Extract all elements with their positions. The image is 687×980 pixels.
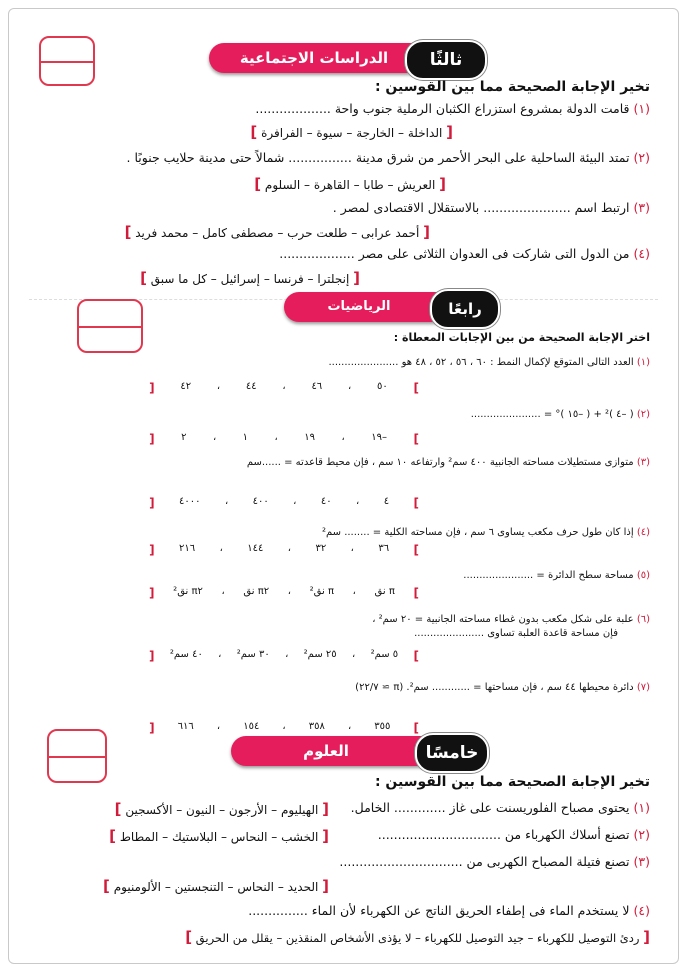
question-text: من الدول التى شاركت فى العدوان الثلاثى على مصر ................... [279,246,630,261]
question-text: ارتبط اسم ...................... بالاستقلال الاقتصادى لمصر . [332,200,630,215]
math-question-6: (٦) علبة على شكل مكعب بدون غطاء مساحته الجانبية = ٢٠ سم² ، [372,614,650,625]
science-options-3: [ الحديد – النحاس – التنجستين – الألومنيوم ] [103,877,329,895]
math-question-6-line2: فإن مساحة قاعدة العلبة تساوى ...................... [414,628,618,639]
science-question-3: (٣) تصنع فتيلة المصباح الكهربى من ............................... [339,854,650,869]
options-text: إنجلترا – فرنسا – إسرائيل – كل ما سبق [150,272,350,286]
math-question-1: (١) العدد التالى المتوقع لإكمال النمط : ٦٠ ، ٥٦ ، ٥٢ ، ٤٨ هو ...................... [328,357,650,368]
math-options-5: ] π نق ، π نق² ، π٢ نق ، π٢ نق² [ [149,586,419,600]
question-text: قامت الدولة بمشروع استزراع الكثبان الرملية جنوب واحة ................... [255,101,630,116]
banner-social-studies [209,43,479,73]
score-box-math [77,299,143,353]
science-question-1: (١) يحتوى مصباح الفلوريسنت على غاز ............. الخامل. [350,800,650,815]
question-text: تصنع فتيلة المصباح الكهربى من ............................... [339,854,630,869]
science-question-2: (٢) تصنع أسلاك الكهرباء من ............................... [377,827,650,842]
options-text: العريش – طابا – القاهرة – السلوم [264,178,436,192]
instruction-social: تخير الإجابة الصحيحة مما بين القوسين : [374,79,650,95]
math-question-5: (٥) مساحة سطح الدائرة = ...................... [463,570,650,581]
math-options-3: ] ٤ ، ٤٠ ، ٤٠٠ ، ٤٠٠٠ [ [149,496,419,510]
question-number: (١) [633,101,650,116]
score-box-science [47,729,107,783]
science-question-4: (٤) لا يستخدم الماء فى إطفاء الحريق الناتج عن الكهرباء لأن الماء ............... [248,903,650,918]
question-text: تمتد البيئة الساحلية على البحر الأحمر من شرق مدينة ................ شمالاً حتى مدينة حلايب جنوبًا . [126,150,630,165]
options-text: الداخلة – الخارجة – سيوة – الفرافرة [261,126,443,140]
math-options-7: ] ٣٥٥ ، ٣٥٨ ، ١٥٤ ، ٦١٦ [ [149,721,419,735]
section-title: الرياضيات [284,292,494,322]
question-text: علبة على شكل مكعب بدون غطاء مساحته الجانبية = ٢٠ سم² ، [372,614,634,625]
question-text: يحتوى مصباح الفلوريسنت على غاز ............. الخامل. [350,800,630,815]
instruction-science: تخير الإجابة الصحيحة مما بين القوسين : [374,774,650,790]
question-text: ( –٤ )² + ( –١٥ )° = ...................... [470,409,634,420]
math-question-2: (٢) ( –٤ )² + ( –١٥ )° = ...................... [470,409,650,420]
question-3-2 [40,150,650,165]
science-options-4: [ ردئ التوصيل للكهرباء – جيد التوصيل للكهرباء – لا يؤذى الأشخاص المنقذين – يقلل من الحريق ] [185,928,650,946]
banner-math [284,292,494,322]
question-3-1 [40,101,650,116]
math-question-7: (٧) دائرة محيطها ٤٤ سم ، فإن مساحتها = ............ سم². (π ≃ ٢٢/٧) [355,682,650,693]
math-options-2: ] –١٩ ، ١٩ ، ١ ، ٢ [ [149,432,419,446]
question-number: (٣) [633,200,650,215]
question-text: مساحة سطح الدائرة = ...................... [463,570,634,581]
section-tag: ثالثًا [405,40,487,80]
section-title: العلوم [231,736,481,766]
score-box-social [39,36,95,86]
question-number: (٢) [633,150,650,165]
question-text: دائرة محيطها ٤٤ سم ، فإن مساحتها = ............ سم². (π ≃ ٢٢/٧) [355,682,634,693]
banner-science [231,736,481,766]
options-3-2: [ العريش – طابا – القاهرة – السلوم ] [254,175,446,193]
section-tag: خامسًا [415,733,489,773]
question-text: تصنع أسلاك الكهرباء من ............................... [377,827,630,842]
science-options-1: [ الهيليوم – الأرجون – النيون – الأكسجين ] [114,800,329,818]
section-title: الدراسات الاجتماعية [209,43,479,73]
worksheet-page [8,8,679,964]
section-tag: رابعًا [430,289,500,329]
question-number: (٤) [633,246,650,261]
options-3-3: [ أحمد عرابى – طلعت حرب – مصطفى كامل – محمد فريد ] [124,223,430,241]
instruction-math: اختر الإجابة الصحيحة من بين الإجابات المعطاة : [393,331,650,344]
math-options-1: ] ٥٠ ، ٤٦ ، ٤٤ ، ٤٢ [ [149,381,419,395]
math-question-4: (٤) إذا كان طول حرف مكعب يساوى ٦ سم ، فإن مساحته الكلية = ........ سم² [321,527,650,538]
options-3-4: [ إنجلترا – فرنسا – إسرائيل – كل ما سبق ] [140,269,360,287]
options-3-1: [ الداخلة – الخارجة – سيوة – الفرافرة ] [250,123,453,141]
math-question-3: (٣) متوازى مستطيلات مساحته الجانبية ٤٠٠ سم² وارتفاعه ١٠ سم ، فإن محيط قاعدته = ......سم [246,457,650,468]
science-options-2: [ الخشب – النحاس – البلاستيك – المطاط ] [109,827,329,845]
question-3-4 [40,246,650,261]
question-text: العدد التالى المتوقع لإكمال النمط : ٦٠ ، ٥٦ ، ٥٢ ، ٤٨ هو ...................... [328,357,634,368]
question-text: متوازى مستطيلات مساحته الجانبية ٤٠٠ سم² وارتفاعه ١٠ سم ، فإن محيط قاعدته = ......سم [246,457,634,468]
math-options-4: ] ٣٦ ، ٣٢ ، ١٤٤ ، ٢١٦ [ [149,543,419,557]
question-text: إذا كان طول حرف مكعب يساوى ٦ سم ، فإن مساحته الكلية = ........ سم² [321,527,634,538]
math-options-6: ] ٥ سم² ، ٢٥ سم² ، ٣٠ سم² ، ٤٠ سم² [ [149,649,419,663]
question-3-3 [40,200,650,215]
options-text: أحمد عرابى – طلعت حرب – مصطفى كامل – محمد فريد [135,226,420,240]
question-text: لا يستخدم الماء فى إطفاء الحريق الناتج عن الكهرباء لأن الماء ............... [248,903,630,918]
